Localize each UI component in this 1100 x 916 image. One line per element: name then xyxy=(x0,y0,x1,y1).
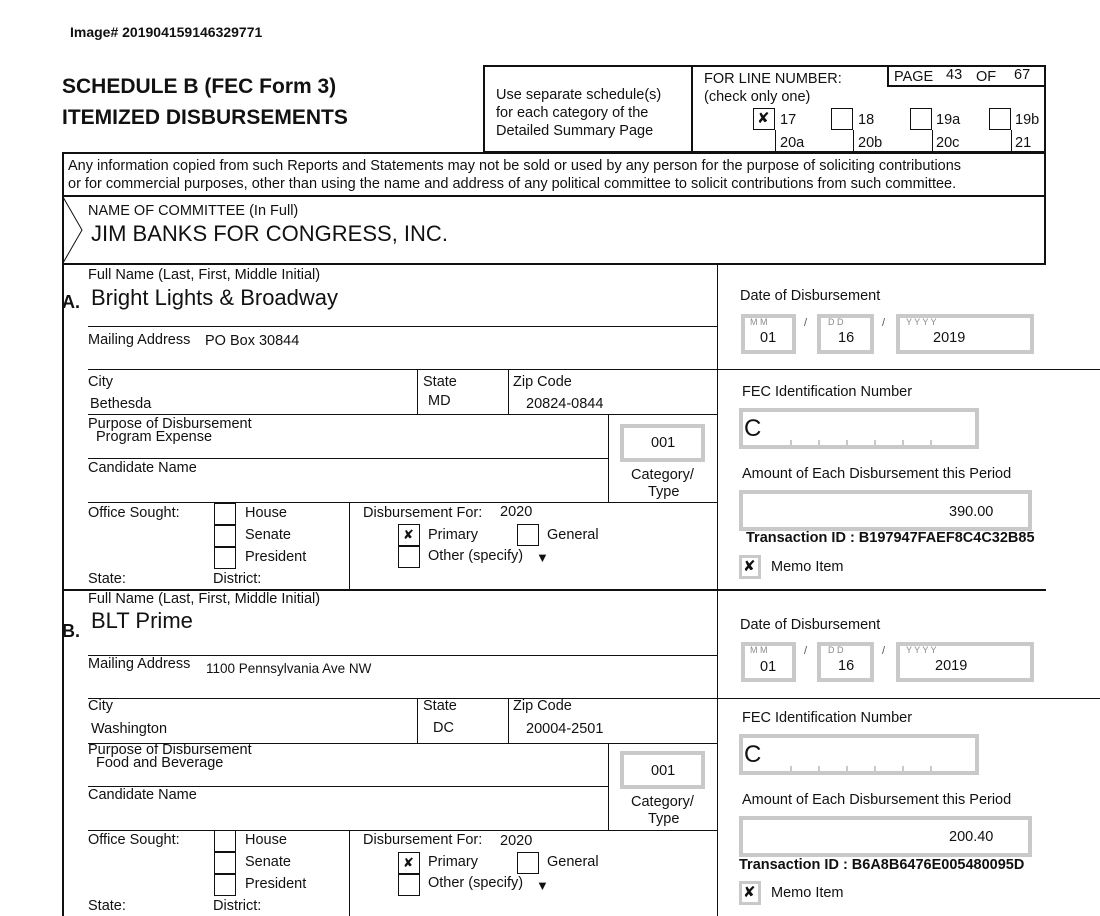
entry-b-zip-label: Zip Code xyxy=(513,698,572,714)
entry-a-amount: 390.00 xyxy=(949,504,994,520)
entry-b-president-label: President xyxy=(245,876,307,892)
entry-b-primary-check-icon: ✘ xyxy=(403,855,414,870)
entry-a-month-hint: M M xyxy=(750,317,768,327)
entry-b-other-checkbox[interactable] xyxy=(398,874,420,896)
entry-b-state-label: State xyxy=(423,698,457,714)
entry-a-city-label: City xyxy=(88,374,113,390)
entry-a-fec-id-label: FEC Identification Number xyxy=(742,384,913,400)
committee-arrow-icon xyxy=(62,196,84,264)
line-21-label: 21 xyxy=(1015,135,1032,151)
entry-a-office-sought-label: Office Sought: xyxy=(88,505,180,521)
entry-a-category-label-1: Category/ xyxy=(631,467,694,483)
entry-a-primary-check-icon: ✘ xyxy=(403,527,414,542)
entry-b-month-hint: M M xyxy=(750,645,768,655)
entry-b-fec-id-prefix: C xyxy=(744,741,762,768)
entry-b-president-checkbox[interactable] xyxy=(214,874,236,896)
entry-b-candidate-line xyxy=(88,830,717,831)
entry-a-house-label: House xyxy=(245,505,287,521)
disclaimer-line-2: or for commercial purposes, other than using the name and address of any political committee to solicit contributions from such committee. xyxy=(68,176,957,192)
form-title: SCHEDULE B (FEC Form 3) xyxy=(62,75,337,98)
entry-a-left-border xyxy=(62,265,64,590)
entry-a-year: 2019 xyxy=(933,330,966,346)
separate-schedule-text-2: for each category of the xyxy=(496,105,649,121)
entry-b-year: 2019 xyxy=(935,658,968,674)
line-19a-label: 19a xyxy=(936,112,961,128)
entry-b-city: Washington xyxy=(91,721,168,737)
entry-a-president-checkbox[interactable] xyxy=(214,547,236,569)
entry-b-purpose-label: Purpose of Disbursement xyxy=(88,742,252,758)
entry-b-senate-label: Senate xyxy=(245,854,291,870)
entry-b-state: DC xyxy=(433,720,454,736)
entry-b-date-label: Date of Disbursement xyxy=(740,617,881,633)
entry-b-fec-id-label: FEC Identification Number xyxy=(742,710,913,726)
entry-a-category-label-2: Type xyxy=(648,484,680,500)
entry-a-state-divider xyxy=(417,369,418,414)
entry-a-house-checkbox[interactable] xyxy=(214,503,236,525)
entry-a-fec-id-field[interactable] xyxy=(739,408,979,449)
entry-b-general-label: General xyxy=(547,854,599,870)
line-19a-checkbox[interactable] xyxy=(910,108,932,130)
page-total: 67 xyxy=(1014,67,1031,83)
entry-a-zip-divider xyxy=(508,369,509,414)
form-subtitle: ITEMIZED DISBURSEMENTS xyxy=(62,106,348,129)
page-number: 43 xyxy=(946,67,963,83)
separate-schedule-text-1: Use separate schedule(s) xyxy=(496,87,662,103)
line-19b-checkbox[interactable] xyxy=(989,108,1011,130)
entry-a-letter: A. xyxy=(62,292,80,312)
entry-a-disbursement-for-label: Disbursement For: xyxy=(363,505,483,521)
entry-a-state: MD xyxy=(428,393,451,409)
entry-a-zip-label: Zip Code xyxy=(513,374,572,390)
entry-a-transaction-id: Transaction ID : B197947FAEF8C4C32B85 xyxy=(746,530,1035,546)
committee-name-label: NAME OF COMMITTEE (In Full) xyxy=(88,203,299,219)
entry-a-full-name-label: Full Name (Last, First, Middle Initial) xyxy=(88,267,321,283)
entry-a-state-label: State xyxy=(423,374,457,390)
entry-b-state-divider xyxy=(417,698,418,743)
check-only-one-label: (check only one) xyxy=(704,89,811,105)
entry-b-fec-id-field[interactable] xyxy=(739,734,979,775)
line-18-label: 18 xyxy=(858,112,875,128)
entry-b-payee-name: BLT Prime xyxy=(91,608,193,633)
entry-a-purpose-label: Purpose of Disbursement xyxy=(88,416,252,432)
entry-a-purpose-line xyxy=(88,458,608,459)
entry-a-day: 16 xyxy=(838,330,855,346)
entry-b-office-sought-label: Office Sought: xyxy=(88,832,180,848)
entry-b-day: 16 xyxy=(838,658,855,674)
entry-b-election-year: 2020 xyxy=(500,833,533,849)
entry-b-district-label: District: xyxy=(213,898,262,914)
entry-b-full-name-label: Full Name (Last, First, Middle Initial) xyxy=(88,591,321,607)
entry-a-day-hint: D D xyxy=(828,317,844,327)
entry-a-mailing-address-label: Mailing Address xyxy=(88,332,191,348)
entry-a-memo-check-icon: ✘ xyxy=(743,558,756,575)
entry-b-amount: 200.40 xyxy=(949,829,994,845)
line-17-divider xyxy=(775,130,776,152)
entry-b-other-label: Other (specify) xyxy=(428,875,524,891)
entry-b-city-label: City xyxy=(88,698,113,714)
entry-a-president-label: President xyxy=(245,549,307,565)
entry-a-candidate-line xyxy=(88,502,717,503)
entry-b-date-slash-2: / xyxy=(882,645,886,657)
entry-a-general-checkbox[interactable] xyxy=(517,524,539,546)
disclaimer-line-1: Any information copied from such Reports and Statements may not be sold or used by any person for the purpose of soliciting contributions xyxy=(68,158,962,174)
line-19a-divider xyxy=(932,130,933,152)
committee-name: JIM BANKS FOR CONGRESS, INC. xyxy=(91,221,448,246)
entry-a-year-hint: Y Y Y Y xyxy=(906,317,937,327)
entry-a-address-line xyxy=(88,369,1100,370)
entry-a-city-line xyxy=(88,414,717,415)
entry-b-right-divider xyxy=(717,590,718,916)
entry-b-letter: B. xyxy=(62,621,80,641)
entry-b-amount-label: Amount of Each Disbursement this Period xyxy=(742,792,1012,808)
entry-b-mailing-address: 1100 Pennsylvania Ave NW xyxy=(206,661,372,676)
entry-b-office-divider xyxy=(349,830,350,916)
entry-b-category-divider xyxy=(608,743,609,830)
entry-b-other-arrow-icon: ▼ xyxy=(536,878,549,893)
entry-b-year-hint: Y Y Y Y xyxy=(906,645,937,655)
entry-b-memo-check-icon: ✘ xyxy=(743,884,756,901)
line-17-label: 17 xyxy=(780,112,797,128)
entry-b-state-office-label: State: xyxy=(88,898,126,914)
entry-b-month: 01 xyxy=(760,659,777,675)
entry-a-state-office-label: State: xyxy=(88,571,126,587)
line-19b-divider xyxy=(1011,130,1012,152)
entry-a-amount-label: Amount of Each Disbursement this Period xyxy=(742,466,1012,482)
entry-a-other-label: Other (specify) xyxy=(428,548,524,564)
page-label: PAGE xyxy=(894,69,934,85)
entry-a-office-divider xyxy=(349,502,350,590)
entry-a-other-arrow-icon: ▼ xyxy=(536,550,549,565)
entry-a-primary-label: Primary xyxy=(428,527,478,543)
entry-a-senate-checkbox[interactable] xyxy=(214,525,236,547)
entry-b-address-line xyxy=(88,698,1100,699)
entry-b-senate-checkbox[interactable] xyxy=(214,852,236,874)
image-id: Image# 201904159146329771 xyxy=(70,24,263,40)
entry-b-house-label: House xyxy=(245,832,287,848)
entry-b-day-hint: D D xyxy=(828,645,844,655)
entry-a-category-divider xyxy=(608,414,609,502)
entry-a-payee-name: Bright Lights & Broadway xyxy=(91,285,339,310)
entry-a-zip: 20824-0844 xyxy=(526,396,604,412)
entry-b-candidate-name-label: Candidate Name xyxy=(88,787,197,803)
entry-a-month: 01 xyxy=(760,330,777,346)
entry-b-zip-divider xyxy=(508,698,509,743)
entry-a-senate-label: Senate xyxy=(245,527,291,543)
entry-a-date-label: Date of Disbursement xyxy=(740,288,881,304)
entry-a-name-line xyxy=(88,326,717,327)
entry-b-category-label-1: Category/ xyxy=(631,794,694,810)
entry-a-other-checkbox[interactable] xyxy=(398,546,420,568)
entry-a-memo-label: Memo Item xyxy=(771,559,844,575)
entry-a-date-slash-2: / xyxy=(882,317,886,329)
line-20b-label: 20b xyxy=(858,135,883,151)
line-19b-label: 19b xyxy=(1015,112,1040,128)
entry-b-memo-label: Memo Item xyxy=(771,885,844,901)
entry-a-purpose: Program Expense xyxy=(96,429,213,445)
entry-b-date-slash-1: / xyxy=(804,645,808,657)
entry-b-purpose: Food and Beverage xyxy=(96,755,224,771)
entry-a-mailing-address: PO Box 30844 xyxy=(205,333,300,349)
entry-b-category: 001 xyxy=(651,763,676,779)
entry-b-mailing-address-label: Mailing Address xyxy=(88,656,191,672)
entry-a-category: 001 xyxy=(651,435,676,451)
line-18-checkbox[interactable] xyxy=(831,108,853,130)
entry-a-fec-id-prefix: C xyxy=(744,415,762,442)
entry-a-general-label: General xyxy=(547,527,599,543)
entry-a-candidate-name-label: Candidate Name xyxy=(88,460,197,476)
entry-b-transaction-id: Transaction ID : B6A8B6476E005480095D xyxy=(739,857,1025,873)
of-label: OF xyxy=(976,69,997,85)
entry-b-zip: 20004-2501 xyxy=(526,721,604,737)
entry-a-district-label: District: xyxy=(213,571,262,587)
entry-b-category-label-2: Type xyxy=(648,811,680,827)
entry-a-election-year: 2020 xyxy=(500,504,533,520)
entry-a-date-slash-1: / xyxy=(804,317,808,329)
for-line-number-label: FOR LINE NUMBER: xyxy=(704,71,842,87)
entry-a-city: Bethesda xyxy=(90,396,152,412)
entry-b-disbursement-for-label: Disbursement For: xyxy=(363,832,483,848)
entry-b-house-checkbox[interactable] xyxy=(214,830,236,852)
entry-b-general-checkbox[interactable] xyxy=(517,852,539,874)
entry-b-primary-label: Primary xyxy=(428,854,478,870)
entry-a-right-divider xyxy=(717,265,718,590)
line-20a-label: 20a xyxy=(780,135,805,151)
line-17-check-icon: ✘ xyxy=(757,110,770,127)
disclaimer-divider xyxy=(62,195,1046,197)
line-20c-label: 20c xyxy=(936,135,960,151)
separate-schedule-text-3: Detailed Summary Page xyxy=(496,123,654,139)
line-18-divider xyxy=(853,130,854,152)
